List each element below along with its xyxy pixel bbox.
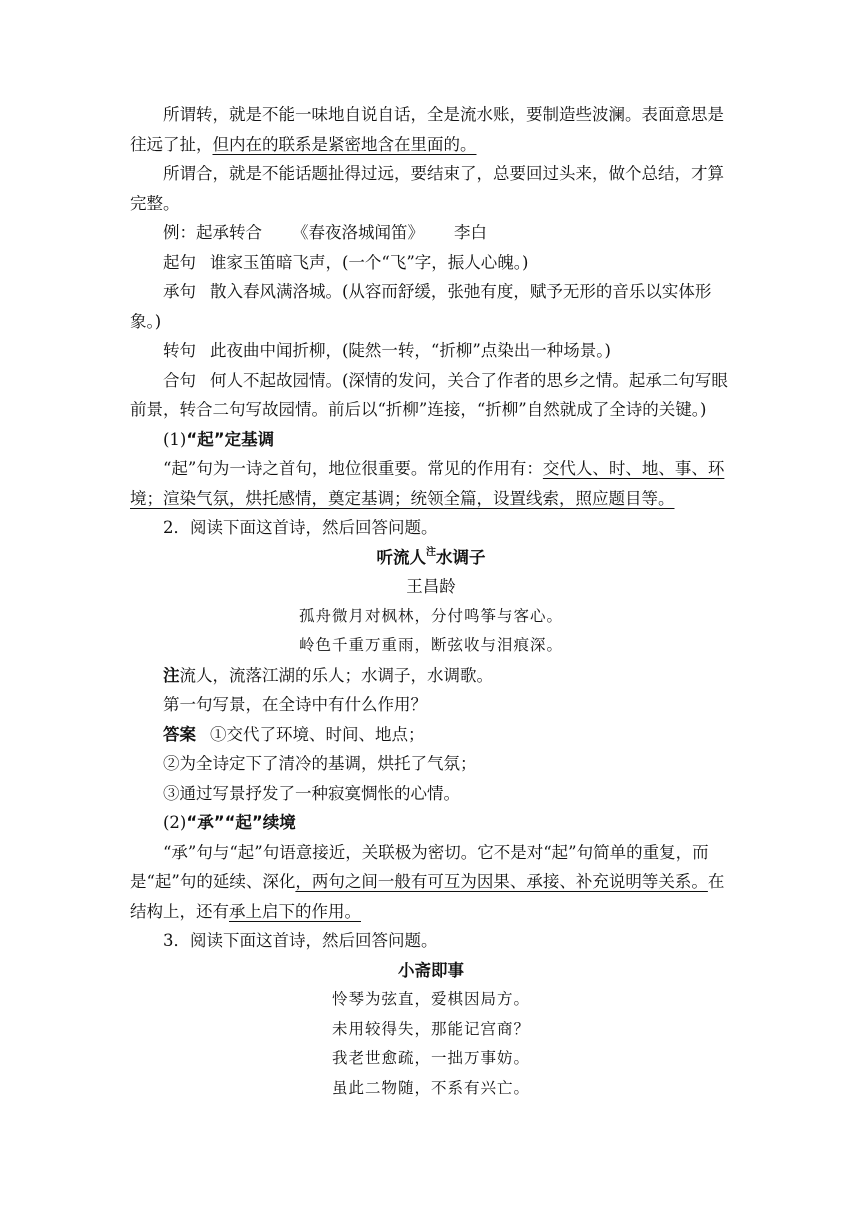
answer-line: 答案 ①交代了环境、时间、地点； [163,724,425,744]
poem3-line: 我老世愈疏，一拙万事妨。 [331,1049,530,1067]
section1-paragraph: “起”句为一诗之首句，地位很重要。常见的作用有：交代人、时、地、事、环境；渲染气氛，烘托感情，奠定基调；统领全篇，设置线索，照应题目等。 [130,459,725,508]
poem3-line: 未用较得失，那能记宫商？ [331,1019,530,1038]
question2-text: 第一句写景，在全诗中有什么作用？ [163,695,427,714]
question2-prompt: 2．阅读下面这首诗，然后回答问题。 [163,518,438,537]
answer-label: 答案 [163,724,196,744]
question3-prompt: 3．阅读下面这首诗，然后回答问题。 [163,931,438,950]
line-cheng: 承句 散入春风满洛城。(从容而舒缓，张弛有度，赋予无形的音乐以实体形象。) [130,282,712,331]
poem2-author: 王昌龄 [406,577,456,596]
answer-line: ③通过写景抒发了一种寂寞惆怅的心情。 [163,783,460,803]
document-page [130,100,732,1103]
paragraph-zhuan: 所谓转，就是不能一味地自说自话，全是流水账，要制造些波澜。表面意思是往远了扯，但内在的联系是紧密地含在里面的。 [130,105,724,154]
line-he: 合句 何人不起故园情。(深情的发问，关合了作者的思乡之情。起承二句写眼前景，转合二句写故园情。前后以“折柳”连接，“折柳”自然就成了全诗的关键。) [130,370,728,419]
section2-heading: (2)“承”“起”续境 [163,813,296,832]
section2-paragraph: “承”句与“起”句语意接近，关联极为密切。它不是对“起”句简单的重复，而是“起”句的延续、深化，两句之间一般有可互为因果、承接、补充说明等关系。在结构上，还有承上启下的作用。 [130,842,725,921]
paragraph-he: 所谓合，就是不能话题扯得过远，要结束了，总要回过头来，做个总结，才算完整。 [130,164,724,213]
poem2-line: 岭色千重万重雨，断弦收与泪痕深。 [298,636,563,654]
line-zhuan: 转句 此夜曲中闻折柳，(陡然一转，“折柳”点染出一种场景。) [163,341,611,360]
section1-heading: (1)“起”定基调 [163,429,275,449]
poem3-title: 小斋即事 [398,960,464,980]
underlined-text: 交代人、时、地、事、环境；渲染气氛，烘托感情，奠定基调；统领全篇，设置线索，照应题目等。 [130,459,725,508]
underlined-text: 承上启下的作用。 [229,901,361,921]
poem3-line: 虽此二物随，不系有兴亡。 [331,1078,530,1097]
note-marker: 注 [426,546,436,558]
poem2-title: 听流人$^注$水调子 [376,546,486,567]
poem2-line: 孤舟微月对枫林，分付鸣筝与客心。 [298,606,563,625]
example-line: 例：起承转合 《春夜洛城闻笛》 李白 [163,223,487,242]
answer-line: ②为全诗定下了清冷的基调，烘托了气氛； [163,754,477,773]
poem3-line: 怜琴为弦直，爱棋因局方。 [331,990,530,1008]
poem2-note: 注流人，流落江湖的乐人；水调子，水调歌。 [163,665,493,685]
underlined-text: ，两句之间一般有可互为因果、承接、补充说明等关系。 [295,872,708,891]
line-qi: 起句 谁家玉笛暗飞声，(一个“飞”字，振人心魄。) [163,252,529,272]
underlined-text: 但内在的联系是紧密地含在里面的。 [212,134,477,154]
